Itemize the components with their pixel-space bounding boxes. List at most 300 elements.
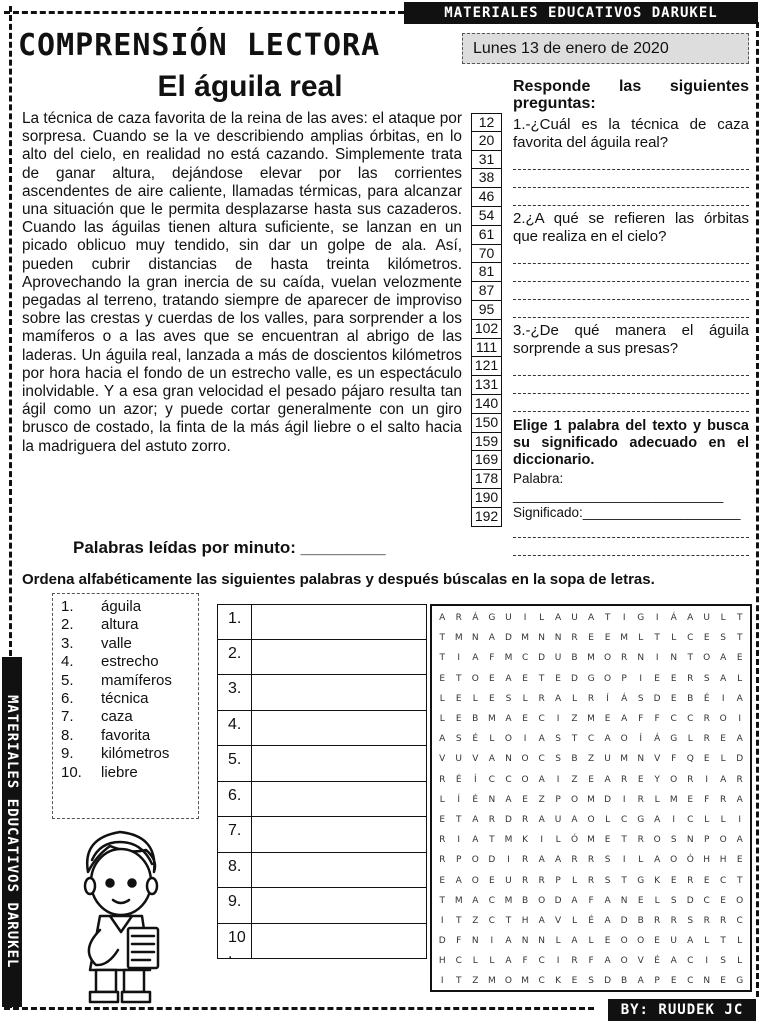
word-search-letter[interactable]: C xyxy=(621,814,628,825)
word-search-letter[interactable]: U xyxy=(604,754,611,765)
word-search-letter[interactable]: S xyxy=(687,915,694,926)
word-search-letter[interactable]: G xyxy=(670,734,678,745)
word-search-letter[interactable]: E xyxy=(604,835,611,846)
word-search-letter[interactable]: O xyxy=(719,835,727,846)
word-search-letter[interactable]: R xyxy=(703,734,710,745)
word-search-letter[interactable]: A xyxy=(621,714,628,725)
word-search-letter[interactable]: T xyxy=(455,814,462,825)
word-search-letter[interactable]: I xyxy=(556,774,560,785)
word-search-letter[interactable]: M xyxy=(504,835,513,846)
word-search-letter[interactable]: F xyxy=(704,794,710,805)
word-search-letter[interactable]: A xyxy=(505,936,512,947)
word-search-letter[interactable]: M xyxy=(669,794,678,805)
word-search-letter[interactable]: R xyxy=(571,956,578,967)
word-search-letter[interactable]: É xyxy=(472,734,479,745)
word-search-letter[interactable]: E xyxy=(670,693,677,704)
word-search-letter[interactable]: D xyxy=(488,855,496,866)
word-search-letter[interactable]: S xyxy=(670,895,677,906)
word-search-letter[interactable]: A xyxy=(472,653,479,664)
word-search-letter[interactable]: O xyxy=(670,774,678,785)
word-search-letter[interactable]: A xyxy=(472,835,479,846)
answer-row[interactable] xyxy=(217,640,427,676)
word-search-letter[interactable]: Ó xyxy=(570,835,579,846)
word-search-letter[interactable]: O xyxy=(471,875,479,886)
word-search-letter[interactable]: C xyxy=(587,734,595,745)
word-search-letter[interactable]: L xyxy=(704,936,710,947)
word-search-letter[interactable]: R xyxy=(587,855,595,866)
word-search-letter[interactable]: D xyxy=(604,794,612,805)
word-search-letter[interactable]: R xyxy=(521,814,529,825)
word-search-letter[interactable]: B xyxy=(522,895,529,906)
word-search-letter[interactable]: Á xyxy=(654,734,661,745)
word-search-letter[interactable]: E xyxy=(439,814,446,825)
significado-label[interactable]: Significado:_____________________ xyxy=(513,505,741,520)
word-search-letter[interactable]: Á xyxy=(670,613,677,624)
word-search-letter[interactable]: V xyxy=(439,754,446,765)
word-search-letter[interactable]: A xyxy=(538,734,545,745)
word-search-letter[interactable]: C xyxy=(538,976,545,987)
word-search-letter[interactable]: R xyxy=(439,835,446,846)
word-search-letter[interactable]: F xyxy=(489,653,495,664)
word-search-letter[interactable]: M xyxy=(504,653,513,664)
word-search-letter[interactable]: E xyxy=(488,875,495,886)
word-search-letter[interactable]: Ó xyxy=(686,855,694,866)
word-search-letter[interactable]: N xyxy=(620,895,628,906)
word-search-letter[interactable]: E xyxy=(720,895,726,906)
word-search-letter[interactable]: M xyxy=(620,633,629,644)
word-search-letter[interactable]: M xyxy=(587,794,595,805)
word-search-letter[interactable]: A xyxy=(687,613,694,624)
word-search-letter[interactable]: I xyxy=(738,814,742,825)
word-search-letter[interactable]: A xyxy=(604,956,611,967)
word-search-letter[interactable]: L xyxy=(539,613,545,624)
word-search-letter[interactable]: A xyxy=(488,754,495,765)
word-search-letter[interactable]: A xyxy=(505,673,512,684)
word-search-letter[interactable]: E xyxy=(720,976,726,987)
word-search-letter[interactable]: B xyxy=(687,693,694,704)
word-search-letter[interactable]: L xyxy=(489,734,495,745)
word-search-letter[interactable]: N xyxy=(670,653,678,664)
answer-line[interactable] xyxy=(513,188,749,206)
word-search-letter[interactable]: A xyxy=(720,653,727,664)
word-search-letter[interactable]: E xyxy=(670,875,677,886)
word-search-letter[interactable]: E xyxy=(571,976,578,987)
word-search-letter[interactable]: T xyxy=(687,653,693,664)
word-search-letter[interactable]: H xyxy=(438,956,446,967)
answer-row[interactable] xyxy=(217,604,427,640)
word-search-letter[interactable]: A xyxy=(637,976,644,987)
word-search-letter[interactable]: E xyxy=(670,673,677,684)
word-search-letter[interactable]: G xyxy=(736,976,744,987)
word-search-letter[interactable]: L xyxy=(588,936,594,947)
word-search-letter[interactable]: T xyxy=(489,835,495,846)
word-search-letter[interactable]: E xyxy=(736,653,743,664)
word-search-letter[interactable]: G xyxy=(488,613,496,624)
word-search-letter[interactable]: R xyxy=(687,774,694,785)
word-search-letter[interactable]: L xyxy=(439,714,445,725)
word-search-letter[interactable]: R xyxy=(703,915,710,926)
word-search-letter[interactable]: M xyxy=(454,895,463,906)
word-search-letter[interactable]: Z xyxy=(472,915,479,926)
word-search-letter[interactable]: I xyxy=(556,714,560,725)
word-search-letter[interactable]: V xyxy=(637,956,644,967)
word-search-letter[interactable]: I xyxy=(655,613,659,624)
word-search-letter[interactable]: A xyxy=(604,774,611,785)
word-search-letter[interactable]: A xyxy=(604,895,611,906)
word-search-letter[interactable]: B xyxy=(472,714,479,725)
word-search-letter[interactable]: R xyxy=(670,915,677,926)
word-search-letter[interactable]: O xyxy=(620,734,628,745)
word-search-letter[interactable]: L xyxy=(572,693,578,704)
word-search-letter[interactable]: R xyxy=(654,915,661,926)
word-search-letter[interactable]: L xyxy=(472,693,478,704)
word-search-letter[interactable]: R xyxy=(703,714,710,725)
word-search-letter[interactable]: N xyxy=(538,936,546,947)
date-field[interactable]: Lunes 13 de enero de 2020 xyxy=(462,33,749,64)
word-search-letter[interactable]: F xyxy=(456,936,462,947)
word-search-letter[interactable]: I xyxy=(507,855,510,866)
word-search-letter[interactable]: T xyxy=(604,613,611,624)
answer-row[interactable] xyxy=(217,888,427,924)
word-search-letter[interactable]: É xyxy=(654,956,660,967)
word-search-letter[interactable]: T xyxy=(736,613,743,624)
word-search-letter[interactable]: R xyxy=(720,794,727,805)
answer-row[interactable] xyxy=(217,853,427,889)
answer-line[interactable] xyxy=(513,376,749,394)
word-search-letter[interactable]: R xyxy=(538,693,545,704)
word-search-letter[interactable]: A xyxy=(554,855,562,866)
word-search-letter[interactable]: U xyxy=(505,875,512,886)
word-search-letter[interactable]: O xyxy=(620,956,628,967)
word-search-letter[interactable]: C xyxy=(538,956,545,967)
word-search-letter[interactable]: E xyxy=(439,673,446,684)
word-search-letter[interactable]: I xyxy=(622,613,626,624)
word-search-letter[interactable]: E xyxy=(588,774,594,785)
word-search-letter[interactable]: L xyxy=(704,814,710,825)
word-search-letter[interactable]: G xyxy=(637,814,645,825)
word-search-letter[interactable]: O xyxy=(604,673,612,684)
word-search-letter[interactable]: V xyxy=(554,915,562,926)
word-search-letter[interactable]: D xyxy=(504,814,512,825)
word-search-letter[interactable]: S xyxy=(555,734,561,745)
word-search-letter[interactable]: R xyxy=(439,855,446,866)
word-search-letter[interactable]: I xyxy=(490,936,494,947)
answer-line[interactable] xyxy=(513,282,749,300)
word-search-letter[interactable]: E xyxy=(555,673,561,684)
word-search-letter[interactable]: É xyxy=(455,774,462,785)
word-search-letter[interactable]: N xyxy=(686,835,694,846)
word-search-letter[interactable]: Á xyxy=(472,613,479,624)
word-search-letter[interactable]: D xyxy=(686,895,694,906)
word-search-letter[interactable]: P xyxy=(555,794,561,805)
word-search-letter[interactable]: O xyxy=(736,895,744,906)
word-search-letter[interactable]: E xyxy=(439,875,446,886)
word-search-letter[interactable]: H xyxy=(719,855,727,866)
word-search-letter[interactable]: S xyxy=(720,633,726,644)
word-search-letter[interactable]: T xyxy=(736,875,743,886)
word-search-letter[interactable]: N xyxy=(538,633,546,644)
word-search-letter[interactable]: C xyxy=(720,875,727,886)
answer-line[interactable] xyxy=(513,246,749,264)
word-search-letter[interactable]: B xyxy=(571,754,578,765)
word-search-letter[interactable]: A xyxy=(439,734,446,745)
word-search-letter[interactable]: E xyxy=(637,895,644,906)
word-search-letter[interactable]: C xyxy=(687,956,694,967)
word-search-letter[interactable]: C xyxy=(538,714,545,725)
word-search-letter[interactable]: D xyxy=(538,653,546,664)
answer-row[interactable] xyxy=(217,711,427,747)
word-search-letter[interactable]: S xyxy=(604,855,611,866)
word-search-letter[interactable]: M xyxy=(521,633,529,644)
word-search-letter[interactable]: A xyxy=(604,915,611,926)
word-search-letter[interactable]: A xyxy=(554,693,562,704)
word-search-letter[interactable]: A xyxy=(472,895,479,906)
word-search-letter[interactable]: E xyxy=(703,754,710,765)
word-search-letter[interactable]: L xyxy=(489,956,495,967)
word-search-letter[interactable]: A xyxy=(505,794,512,805)
word-search-letter[interactable]: F xyxy=(522,956,528,967)
word-search-letter[interactable]: R xyxy=(571,855,578,866)
word-search-letter[interactable]: E xyxy=(522,714,528,725)
word-search-letter[interactable]: Á xyxy=(621,693,628,704)
word-search-letter[interactable]: U xyxy=(505,613,512,624)
word-search-letter[interactable]: E xyxy=(687,794,694,805)
word-search-letter[interactable]: O xyxy=(471,855,479,866)
word-search-letter[interactable]: Z xyxy=(472,976,479,987)
word-search-letter[interactable]: É xyxy=(472,794,479,805)
word-search-letter[interactable]: É xyxy=(588,915,594,926)
word-search-letter[interactable]: F xyxy=(588,956,594,967)
word-search-letter[interactable]: I xyxy=(639,673,643,684)
word-search-letter[interactable]: S xyxy=(703,673,710,684)
word-search-letter[interactable]: I xyxy=(705,956,709,967)
word-search-letter[interactable]: R xyxy=(637,794,644,805)
word-search-letter[interactable]: I xyxy=(556,956,560,967)
word-search-letter[interactable]: R xyxy=(538,875,545,886)
word-search-letter[interactable]: A xyxy=(654,814,661,825)
word-search-letter[interactable]: I xyxy=(672,814,676,825)
word-search-letter[interactable]: S xyxy=(604,875,611,886)
answer-row[interactable] xyxy=(217,924,427,960)
answer-row[interactable] xyxy=(217,746,427,782)
answer-row[interactable] xyxy=(217,817,427,853)
word-search-letter[interactable]: P xyxy=(703,835,710,846)
word-search-letter[interactable]: T xyxy=(736,633,743,644)
word-search-letter[interactable]: I xyxy=(622,855,626,866)
word-search-letter[interactable]: O xyxy=(521,774,529,785)
word-search-letter[interactable]: Q xyxy=(686,754,694,765)
word-search-letter[interactable]: H xyxy=(521,915,529,926)
word-search-letter[interactable]: E xyxy=(455,714,462,725)
word-search-letter[interactable]: I xyxy=(457,835,461,846)
word-search-letter[interactable]: T xyxy=(455,673,462,684)
word-search-letter[interactable]: E xyxy=(604,714,611,725)
word-search-letter[interactable]: I xyxy=(622,794,626,805)
word-search-letter[interactable]: C xyxy=(687,714,694,725)
word-search-letter[interactable]: R xyxy=(521,875,529,886)
word-search-letter[interactable]: T xyxy=(538,673,545,684)
word-search-letter[interactable]: U xyxy=(554,814,562,825)
word-search-letter[interactable]: O xyxy=(670,855,678,866)
word-search-letter[interactable]: L xyxy=(654,895,660,906)
word-search-letter[interactable]: Z xyxy=(571,774,578,785)
word-search-letter[interactable]: T xyxy=(621,835,627,846)
word-search-letter[interactable]: N xyxy=(471,633,479,644)
word-search-letter[interactable]: S xyxy=(670,835,677,846)
word-search-letter[interactable]: C xyxy=(687,976,694,987)
word-search-letter[interactable]: T xyxy=(505,915,512,926)
word-search-letter[interactable]: R xyxy=(521,855,529,866)
word-search-letter[interactable]: E xyxy=(604,633,611,644)
word-search-letter[interactable]: B xyxy=(571,653,578,664)
word-search-letter[interactable]: M xyxy=(587,835,595,846)
word-search-letter[interactable]: A xyxy=(538,814,545,825)
word-search-letter[interactable]: A xyxy=(488,633,495,644)
word-search-letter[interactable]: L xyxy=(439,794,445,805)
word-search-letter[interactable]: A xyxy=(505,956,512,967)
word-search-letter[interactable]: A xyxy=(720,673,727,684)
word-search-letter[interactable]: I xyxy=(705,774,709,785)
word-search-letter[interactable]: É xyxy=(703,693,710,704)
word-search-letter[interactable]: I xyxy=(540,835,543,846)
word-search-letter[interactable]: L xyxy=(720,814,726,825)
word-search-letter[interactable]: Z xyxy=(571,714,578,725)
word-search-letter[interactable]: C xyxy=(488,895,495,906)
word-search-letter[interactable]: D xyxy=(653,693,661,704)
word-search-letter[interactable]: M xyxy=(587,653,595,664)
word-search-letter[interactable]: O xyxy=(504,976,512,987)
answer-line[interactable] xyxy=(513,358,749,376)
word-search-letter[interactable]: R xyxy=(621,653,628,664)
word-search-letter[interactable]: O xyxy=(504,734,512,745)
word-search-letter[interactable]: I xyxy=(655,653,659,664)
word-search-letter[interactable]: T xyxy=(439,633,445,644)
word-search-letter[interactable]: E xyxy=(736,855,743,866)
word-search-letter[interactable]: L xyxy=(522,693,528,704)
word-search-letter[interactable]: R xyxy=(439,774,446,785)
word-search-letter[interactable]: T xyxy=(621,875,627,886)
word-search-letter[interactable]: Í xyxy=(457,794,461,805)
answer-row[interactable] xyxy=(217,675,427,711)
word-search-letter[interactable]: L xyxy=(605,814,611,825)
word-search-letter[interactable]: L xyxy=(638,633,644,644)
word-search-letter[interactable]: T xyxy=(439,895,445,906)
word-search-letter[interactable]: E xyxy=(654,936,660,947)
word-search-letter[interactable]: U xyxy=(455,754,463,765)
word-search-letter[interactable]: A xyxy=(587,613,595,624)
word-search-letter[interactable]: E xyxy=(522,673,528,684)
word-search-letter[interactable]: M xyxy=(487,714,496,725)
word-search-letter[interactable]: C xyxy=(538,754,545,765)
word-search-letter[interactable]: M xyxy=(504,895,513,906)
word-search-letter[interactable]: A xyxy=(604,734,611,745)
word-search-letter[interactable]: G xyxy=(637,875,645,886)
word-search-letter[interactable]: N xyxy=(505,754,512,765)
word-search-letter[interactable]: C xyxy=(505,774,512,785)
word-search-letter[interactable]: E xyxy=(488,673,495,684)
word-search-letter[interactable]: L xyxy=(737,673,743,684)
answer-row[interactable] xyxy=(217,782,427,818)
word-search-letter[interactable]: P xyxy=(621,673,627,684)
word-search-letter[interactable]: M xyxy=(587,714,595,725)
word-search-letter[interactable]: A xyxy=(571,895,578,906)
word-search-letter[interactable]: C xyxy=(703,895,710,906)
word-search-letter[interactable]: N xyxy=(637,754,645,765)
word-search-letter[interactable]: R xyxy=(687,673,694,684)
word-search-letter[interactable]: R xyxy=(720,915,727,926)
word-search-letter[interactable]: Z xyxy=(538,794,545,805)
word-search-letter[interactable]: U xyxy=(703,613,710,624)
word-search-letter[interactable]: O xyxy=(570,794,579,805)
answer-line[interactable] xyxy=(513,170,749,188)
word-search-letter[interactable]: E xyxy=(455,693,462,704)
word-search-letter[interactable]: D xyxy=(571,673,578,684)
word-search-letter[interactable]: K xyxy=(555,976,562,987)
word-search-letter[interactable]: T xyxy=(720,936,726,947)
word-search-letter[interactable]: H xyxy=(703,855,711,866)
word-search-letter[interactable]: O xyxy=(521,754,529,765)
word-search-letter[interactable]: A xyxy=(472,814,479,825)
word-search-letter[interactable]: N xyxy=(488,794,496,805)
word-search-letter[interactable]: A xyxy=(439,613,446,624)
word-search-letter[interactable]: O xyxy=(587,814,595,825)
word-search-letter[interactable]: L xyxy=(638,855,644,866)
word-search-letter[interactable]: E xyxy=(670,976,677,987)
word-search-letter[interactable]: S xyxy=(588,976,594,987)
word-search-letter[interactable]: D xyxy=(736,754,744,765)
word-search-letter[interactable]: B xyxy=(621,976,628,987)
word-search-letter[interactable]: V xyxy=(654,754,661,765)
word-search-letter[interactable]: T xyxy=(571,734,578,745)
word-search-letter[interactable]: E xyxy=(522,794,528,805)
word-search-letter[interactable]: Í xyxy=(639,734,643,745)
word-search-letter[interactable]: F xyxy=(588,895,594,906)
word-search-letter[interactable]: N xyxy=(471,936,479,947)
answer-line[interactable] xyxy=(513,264,749,282)
word-search-letter[interactable]: N xyxy=(554,633,562,644)
word-search-letter[interactable]: T xyxy=(439,653,445,664)
word-search-letter[interactable]: L xyxy=(737,956,743,967)
answer-line[interactable] xyxy=(513,300,749,318)
word-search-letter[interactable]: R xyxy=(587,875,595,886)
word-search-letter[interactable]: F xyxy=(638,714,644,725)
word-search-letter[interactable]: C xyxy=(687,633,694,644)
word-search-letter[interactable]: E xyxy=(703,633,710,644)
word-search-letter[interactable]: R xyxy=(587,693,595,704)
word-search-letter[interactable]: A xyxy=(455,875,462,886)
word-search-letter[interactable]: G xyxy=(637,613,645,624)
word-search-letter[interactable]: A xyxy=(736,693,743,704)
word-search-letter[interactable]: I xyxy=(457,653,461,664)
word-search-letter[interactable]: Y xyxy=(654,774,660,785)
word-search-letter[interactable]: E xyxy=(488,693,495,704)
word-search-letter[interactable]: A xyxy=(538,855,545,866)
word-search-letter[interactable]: E xyxy=(720,734,726,745)
word-search-letter[interactable]: I xyxy=(523,734,527,745)
word-search-letter[interactable]: O xyxy=(719,714,727,725)
word-search-letter[interactable]: S xyxy=(637,693,644,704)
word-search-letter[interactable]: S xyxy=(555,754,561,765)
word-search-letter[interactable]: R xyxy=(571,633,578,644)
word-search-letter[interactable]: M xyxy=(620,754,629,765)
word-search-letter[interactable]: P xyxy=(555,875,561,886)
word-search-letter[interactable]: R xyxy=(687,875,694,886)
word-search-letter[interactable]: K xyxy=(654,875,661,886)
answer-line[interactable] xyxy=(513,520,749,538)
word-search-letter[interactable]: C xyxy=(521,653,529,664)
word-search-letter[interactable]: A xyxy=(670,956,677,967)
word-search-letter[interactable]: S xyxy=(455,734,462,745)
